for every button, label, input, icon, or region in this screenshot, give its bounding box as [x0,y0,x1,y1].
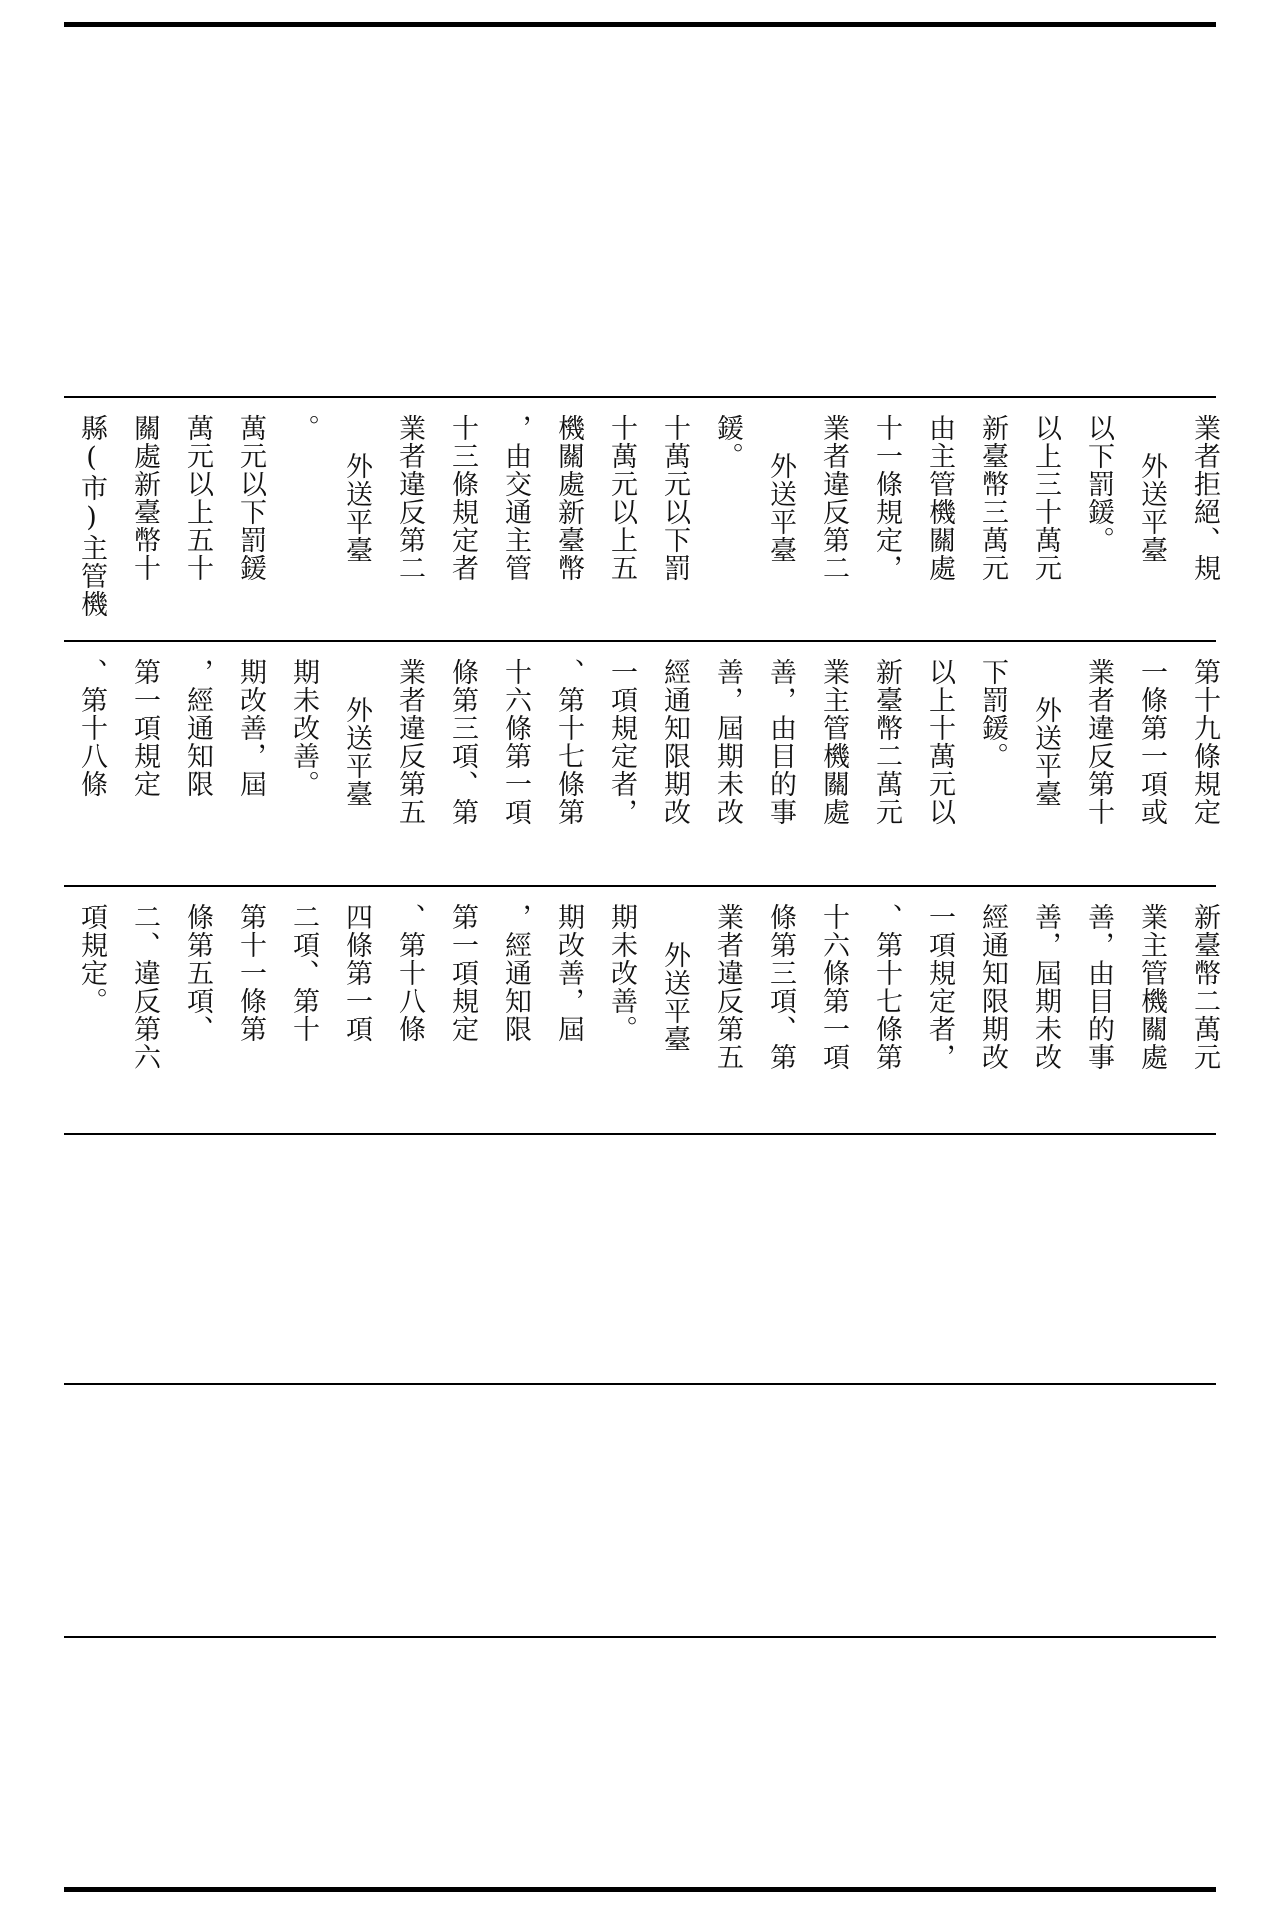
text-column: 、第十八條 [394,903,425,1043]
text-column: 新臺幣二萬元 [1189,903,1220,1071]
text-column: 一條第一項或 [1136,658,1167,826]
text-column: 外送平臺 [1030,696,1061,808]
text-column: 新臺幣三萬元 [977,414,1008,582]
text-band-1 [64,404,1220,634]
text-column: 、第十八條 [76,658,107,798]
text-column: ，經通知限 [182,658,213,798]
text-column: 條第三項、第 [447,658,478,826]
text-column: 一項規定者， [606,658,637,826]
text-column: 業者拒絕、規 [1189,414,1220,582]
text-column: 以下罰鍰。 [1083,414,1114,554]
text-column: 十六條第一項 [818,903,849,1071]
text-column: 善，由目的事 [1083,903,1114,1071]
text-column: 業者違反第五 [712,903,743,1071]
text-column: 經通知限期改 [659,658,690,826]
text-column: 經通知限期改 [977,903,1008,1071]
text-column: 業主管機關處 [1136,903,1167,1071]
text-column: 項規定。 [76,903,107,1015]
divider-rule-4 [64,1133,1216,1135]
text-column: 外送平臺 [341,696,372,808]
divider-rule-2 [64,640,1216,642]
text-column: 條第五項、 [182,903,213,1043]
text-column: 十萬元以下罰 [659,414,690,582]
text-column: 一項規定者， [924,903,955,1071]
text-column: 業者違反第十 [1083,658,1114,826]
text-column: 外送平臺 [659,941,690,1053]
text-column: 二、違反第六 [129,903,160,1071]
text-column: 四條第一項 [341,903,372,1043]
bottom-rule [64,1887,1216,1892]
text-column: 第十九條規定 [1189,658,1220,826]
text-column: 十三條規定者 [447,414,478,582]
text-column: 十一條規定， [871,414,902,582]
divider-rule-5 [64,1383,1216,1385]
text-column: 以上十萬元以 [924,658,955,826]
text-column: 二項、第十 [288,903,319,1043]
text-column: 縣(市)主管機 [76,414,107,618]
text-column: 關處新臺幣十 [129,414,160,582]
text-column: 由主管機關處 [924,414,955,582]
text-column: 第一項規定 [447,903,478,1043]
text-column: 善，屆期未改 [712,658,743,826]
text-column: 十六條第一項 [500,658,531,826]
text-column: ，由交通主管 [500,414,531,582]
text-column: 期改善，屆 [553,903,584,1043]
top-rule [64,22,1216,27]
text-column: 業者違反第二 [818,414,849,582]
text-column: 、第十七條第 [871,903,902,1071]
text-column: 第十一條第 [235,903,266,1043]
divider-rule-1 [64,396,1216,398]
divider-rule-3 [64,885,1216,887]
text-column: 外送平臺 [341,452,372,564]
text-column: 萬元以下罰鍰 [235,414,266,582]
text-column: 期未改善。 [606,903,637,1043]
text-column: 、第十七條第 [553,658,584,826]
text-column: 下罰鍰。 [977,658,1008,770]
text-column: 以上三十萬元 [1030,414,1061,582]
text-column: 鍰。 [712,414,743,470]
text-column: 善，由目的事 [765,658,796,826]
text-column: 第一項規定 [129,658,160,798]
text-column: 業者違反第二 [394,414,425,582]
text-column: 萬元以上五十 [182,414,213,582]
text-column: 機關處新臺幣 [553,414,584,582]
text-column: 善，屆期未改 [1030,903,1061,1071]
divider-rule-6 [64,1636,1216,1638]
text-band-3 [64,893,1220,1123]
text-band-2 [64,648,1220,878]
text-column: 條第三項、第 [765,903,796,1071]
text-column: 期未改善。 [288,658,319,798]
text-column: 業主管機關處 [818,658,849,826]
text-column: 外送平臺 [765,452,796,564]
text-column: 期改善，屆 [235,658,266,798]
text-column: 。 [288,414,319,442]
text-column: 新臺幣二萬元 [871,658,902,826]
text-column: 外送平臺 [1136,452,1167,564]
text-column: 業者違反第五 [394,658,425,826]
text-column: 十萬元以上五 [606,414,637,582]
text-column: ，經通知限 [500,903,531,1043]
